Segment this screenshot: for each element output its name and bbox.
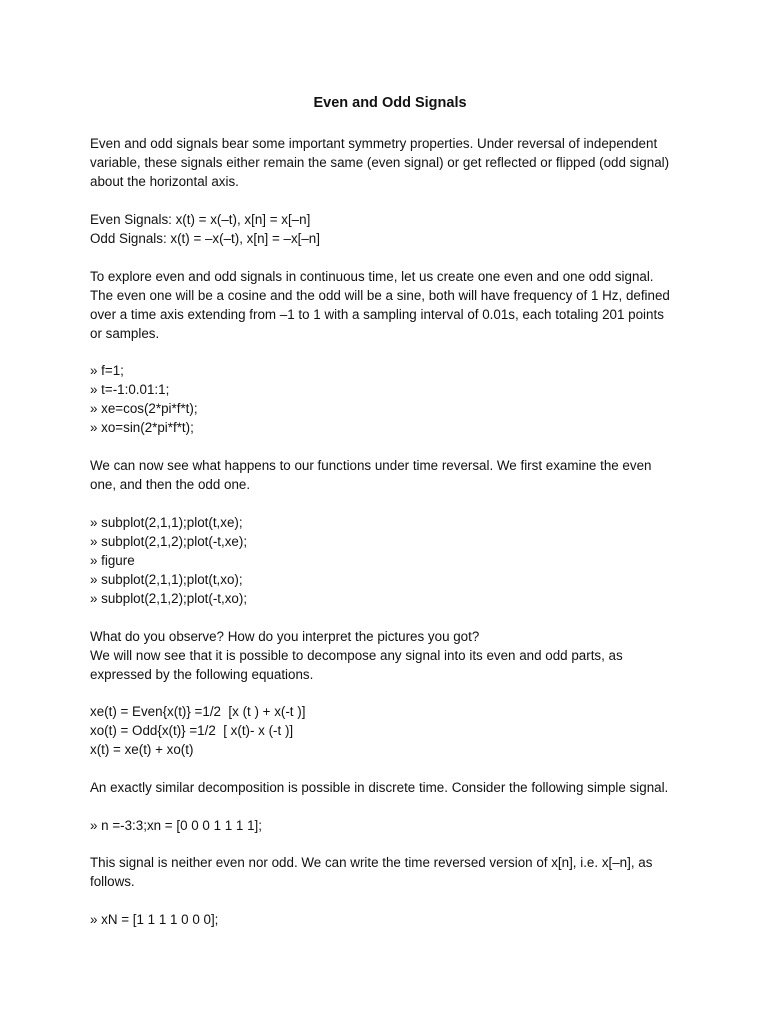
odd-definition: Odd Signals: x(t) = –x(–t), x[n] = –x[–n]: [90, 231, 320, 246]
even-definition: Even Signals: x(t) = x(–t), x[n] = x[–n]: [90, 212, 311, 227]
code-line: » subplot(2,1,1);plot(t,xo);: [90, 572, 243, 587]
equation-even-part: xe(t) = Even{x(t)} =1/2 [x (t ) + x(-t )]: [90, 704, 306, 719]
code-line: » xo=sin(2*pi*f*t);: [90, 420, 194, 435]
explore-line-4: or samples.: [90, 326, 160, 341]
neither-line-1: This signal is neither even nor odd. We can write the time reversed version of x[n], i.e. x[–n], as: [90, 855, 653, 870]
neither-line-2: follows.: [90, 874, 135, 889]
reversal-line-1: We can now see what happens to our functions under time reversal. We first examine the even: [90, 458, 652, 473]
observe-line-2: We will now see that it is possible to decompose any signal into its even and odd parts, as: [90, 648, 623, 663]
equation-sum: x(t) = xe(t) + xo(t): [90, 742, 194, 757]
intro-line-2: variable, these signals either remain the same (even signal) or get reflected or flipped (odd signal): [90, 155, 670, 170]
code-line: » subplot(2,1,2);plot(-t,xo);: [90, 591, 248, 606]
intro-line-3: about the horizontal axis.: [90, 174, 239, 189]
code-line: » subplot(2,1,2);plot(-t,xe);: [90, 534, 248, 549]
code-line: » figure: [90, 553, 135, 568]
explore-line-3: over a time axis extending from –1 to 1 with a sampling interval of 0.01s, each totaling 201 points: [90, 307, 664, 322]
observe-line-1: What do you observe? How do you interpret the pictures you got?: [90, 629, 480, 644]
explore-line-1: To explore even and odd signals in continuous time, let us create one even and one odd signal.: [90, 269, 654, 284]
observe-line-3: expressed by the following equations.: [90, 667, 314, 682]
code-line: » f=1;: [90, 363, 124, 378]
intro-line-1: Even and odd signals bear some important symmetry properties. Under reversal of independent: [90, 136, 658, 151]
equation-odd-part: xo(t) = Odd{x(t)} =1/2 [ x(t)- x (-t )]: [90, 723, 294, 738]
document-page: [90, 0, 700, 1024]
explore-line-2: The even one will be a cosine and the odd will be a sine, both will have frequency of 1 Hz, defined: [90, 288, 670, 303]
code-line: » subplot(2,1,1);plot(t,xe);: [90, 515, 243, 530]
discrete-paragraph: An exactly similar decomposition is possible in discrete time. Consider the following simple signal.: [90, 780, 669, 795]
code-line: » n =-3:3;xn = [0 0 0 1 1 1 1];: [90, 818, 262, 833]
code-line: » xN = [1 1 1 1 0 0 0];: [90, 912, 219, 927]
code-line: » t=-1:0.01:1;: [90, 382, 170, 397]
page-title: Even and Odd Signals: [313, 95, 467, 111]
code-line: » xe=cos(2*pi*f*t);: [90, 401, 198, 416]
reversal-line-2: one, and then the odd one.: [90, 477, 251, 492]
